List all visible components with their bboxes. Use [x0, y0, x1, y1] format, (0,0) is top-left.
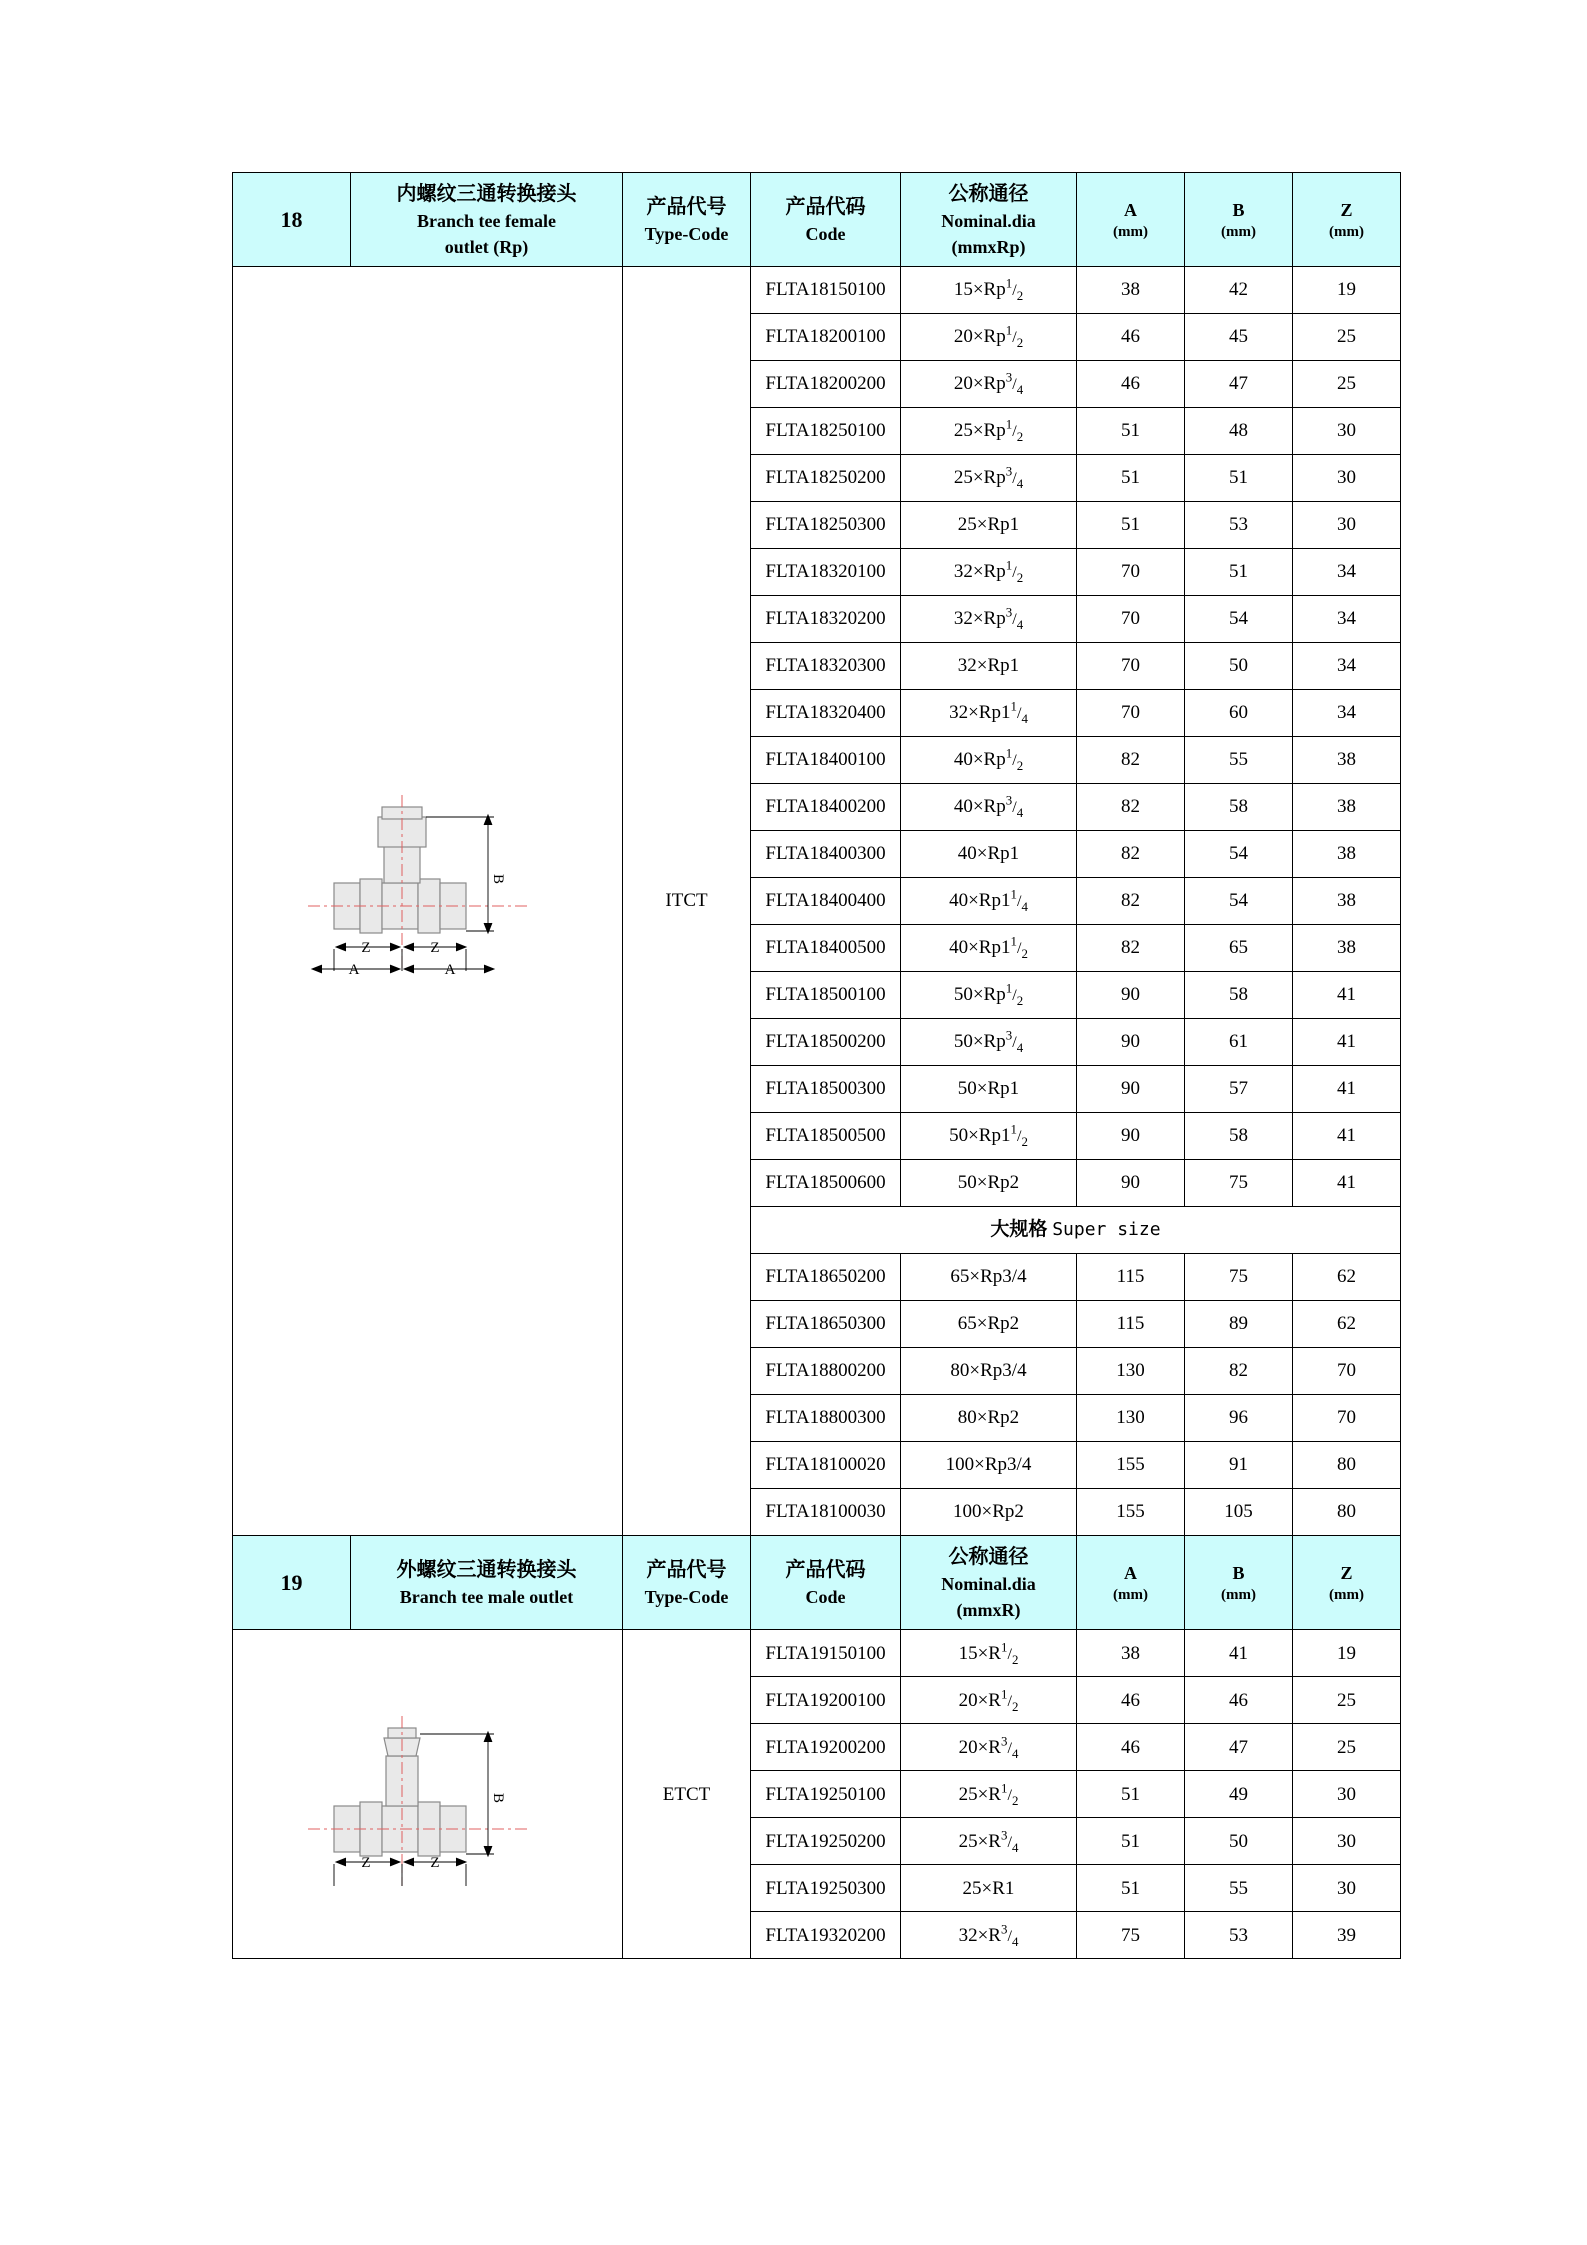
column-z-label: Z	[1340, 1562, 1353, 1583]
value-z: 25	[1293, 314, 1401, 361]
product-code: FLTA18250200	[751, 455, 901, 502]
type-code-header-en: Type-Code	[644, 1587, 729, 1608]
product-code: FLTA18320300	[751, 643, 901, 690]
column-a-unit: (mm)	[1113, 223, 1148, 240]
value-a: 70	[1077, 549, 1185, 596]
value-b: 58	[1185, 1113, 1293, 1160]
section-name	[351, 1536, 623, 1630]
product-code: FLTA18320200	[751, 596, 901, 643]
value-b: 54	[1185, 878, 1293, 925]
value-a: 115	[1077, 1254, 1185, 1301]
type-code-header	[623, 1536, 751, 1630]
value-z: 38	[1293, 737, 1401, 784]
nominal-dia: 50×Rp1	[901, 1066, 1077, 1113]
value-z: 34	[1293, 643, 1401, 690]
value-z: 30	[1293, 408, 1401, 455]
value-b: 50	[1185, 1818, 1293, 1865]
value-z: 34	[1293, 549, 1401, 596]
column-header-a	[1077, 1536, 1185, 1630]
value-z: 39	[1293, 1912, 1401, 1959]
section-name-cn: 外螺纹三通转换接头	[396, 1557, 577, 1582]
nominal-dia: 80×Rp2	[901, 1395, 1077, 1442]
nominal-dia-header-en: Nominal.dia	[941, 211, 1036, 231]
nominal-dia-header-unit: (mmxR)	[956, 1600, 1021, 1621]
product-code: FLTA19250100	[751, 1771, 901, 1818]
value-a: 70	[1077, 596, 1185, 643]
value-b: 51	[1185, 455, 1293, 502]
table-body	[233, 173, 1401, 1959]
nominal-dia: $25\times Rp^3/_4$	[901, 455, 1077, 502]
specification-table	[232, 172, 1401, 1959]
value-b: 55	[1185, 737, 1293, 784]
product-code: FLTA19200100	[751, 1677, 901, 1724]
svg-text:Z: Z	[429, 940, 440, 957]
value-a: 51	[1077, 1818, 1185, 1865]
value-a: 51	[1077, 1865, 1185, 1912]
product-code: FLTA18200100	[751, 314, 901, 361]
value-a: 90	[1077, 1066, 1185, 1113]
value-b: 45	[1185, 314, 1293, 361]
value-b: 61	[1185, 1019, 1293, 1066]
product-code: FLTA18200200	[751, 361, 901, 408]
value-z: 34	[1293, 596, 1401, 643]
value-z: 41	[1293, 1019, 1401, 1066]
nominal-dia: $32\times Rp^1/_2$	[901, 549, 1077, 596]
value-a: 82	[1077, 831, 1185, 878]
value-b: 55	[1185, 1865, 1293, 1912]
nominal-dia: $40\times Rp^1/_2$	[901, 737, 1077, 784]
svg-text:Z: Z	[360, 940, 371, 957]
product-figure	[233, 1630, 623, 1959]
value-b: 82	[1185, 1348, 1293, 1395]
product-code: FLTA19150100	[751, 1630, 901, 1677]
value-z: 34	[1293, 690, 1401, 737]
value-z: 70	[1293, 1348, 1401, 1395]
value-z: 41	[1293, 1066, 1401, 1113]
product-code: FLTA19200200	[751, 1724, 901, 1771]
nominal-dia: 50×Rp2	[901, 1160, 1077, 1207]
value-z: 19	[1293, 267, 1401, 314]
value-a: 38	[1077, 1630, 1185, 1677]
value-b: 75	[1185, 1160, 1293, 1207]
product-code: FLTA18100030	[751, 1489, 901, 1536]
value-b: 41	[1185, 1630, 1293, 1677]
product-code: FLTA18150100	[751, 267, 901, 314]
nominal-dia: 40×Rp1	[901, 831, 1077, 878]
column-header-z	[1293, 1536, 1401, 1630]
type-code-value: ITCT	[623, 267, 751, 1536]
product-code: FLTA18500100	[751, 972, 901, 1019]
nominal-dia: 32×Rp1	[901, 643, 1077, 690]
nominal-dia: $40\times Rp1^1/_2$	[901, 925, 1077, 972]
value-a: 90	[1077, 1160, 1185, 1207]
nominal-dia: $40\times Rp1^1/_4$	[901, 878, 1077, 925]
product-figure	[233, 267, 623, 1536]
value-b: 47	[1185, 361, 1293, 408]
value-z: 38	[1293, 831, 1401, 878]
nominal-dia: $50\times Rp^1/_2$	[901, 972, 1077, 1019]
value-b: 91	[1185, 1442, 1293, 1489]
nominal-dia: $20\times Rp^3/_4$	[901, 361, 1077, 408]
value-a: 115	[1077, 1301, 1185, 1348]
value-z: 38	[1293, 925, 1401, 972]
value-z: 25	[1293, 361, 1401, 408]
column-header-a	[1077, 173, 1185, 267]
svg-text:B: B	[489, 1793, 506, 1804]
type-code-header	[623, 173, 751, 267]
nominal-dia-header-en: Nominal.dia	[941, 1574, 1036, 1595]
product-code: FLTA18500500	[751, 1113, 901, 1160]
value-z: 30	[1293, 1865, 1401, 1912]
nominal-dia: $25\times Rp^1/_2$	[901, 408, 1077, 455]
nominal-dia: 65×Rp3/4	[901, 1254, 1077, 1301]
product-code: FLTA19250300	[751, 1865, 901, 1912]
column-header-b	[1185, 173, 1293, 267]
svg-text:A: A	[348, 962, 359, 979]
value-a: 82	[1077, 784, 1185, 831]
column-z-unit: (mm)	[1329, 1587, 1364, 1604]
nominal-dia: $20\times R^1/_2$	[901, 1677, 1077, 1724]
value-a: 46	[1077, 1677, 1185, 1724]
value-a: 38	[1077, 267, 1185, 314]
product-code: FLTA18250100	[751, 408, 901, 455]
value-b: 65	[1185, 925, 1293, 972]
nominal-dia-header-unit: (mmxRp)	[951, 237, 1026, 258]
type-code-header-en: Type-Code	[644, 224, 729, 245]
value-z: 30	[1293, 455, 1401, 502]
code-header-en: Code	[805, 1587, 846, 1608]
nominal-dia: 25×R1	[901, 1865, 1077, 1912]
section-name-cn: 内螺纹三通转换接头	[396, 181, 577, 205]
column-z-unit: (mm)	[1329, 223, 1364, 240]
product-code: FLTA18400400	[751, 878, 901, 925]
value-z: 62	[1293, 1301, 1401, 1348]
column-b-unit: (mm)	[1221, 1587, 1256, 1604]
product-code: FLTA19250200	[751, 1818, 901, 1865]
product-code: FLTA18650300	[751, 1301, 901, 1348]
product-code: FLTA18400200	[751, 784, 901, 831]
value-a: 90	[1077, 1019, 1185, 1066]
type-code-header-cn: 产品代号	[646, 194, 727, 219]
section-number: 19	[233, 1536, 351, 1630]
nominal-dia: $32\times R^3/_4$	[901, 1912, 1077, 1959]
value-a: 90	[1077, 1113, 1185, 1160]
nominal-dia: $20\times Rp^1/_2$	[901, 314, 1077, 361]
value-z: 62	[1293, 1254, 1401, 1301]
value-z: 30	[1293, 502, 1401, 549]
value-z: 38	[1293, 784, 1401, 831]
nominal-dia: 100×Rp2	[901, 1489, 1077, 1536]
column-a-unit: (mm)	[1113, 1587, 1148, 1604]
nominal-dia: $32\times Rp^3/_4$	[901, 596, 1077, 643]
value-a: 51	[1077, 1771, 1185, 1818]
nominal-dia: $25\times R^1/_2$	[901, 1771, 1077, 1818]
nominal-dia: 80×Rp3/4	[901, 1348, 1077, 1395]
value-z: 25	[1293, 1724, 1401, 1771]
value-b: 96	[1185, 1395, 1293, 1442]
product-code: FLTA18500200	[751, 1019, 901, 1066]
table-row	[233, 1630, 1401, 1677]
svg-text:Z: Z	[360, 1855, 371, 1872]
value-b: 75	[1185, 1254, 1293, 1301]
value-b: 60	[1185, 690, 1293, 737]
nominal-dia-header	[901, 1536, 1077, 1630]
value-b: 51	[1185, 549, 1293, 596]
nominal-dia: $15\times Rp^1/_2$	[901, 267, 1077, 314]
column-a-label: A	[1124, 199, 1137, 220]
value-b: 49	[1185, 1771, 1293, 1818]
value-b: 54	[1185, 831, 1293, 878]
column-b-label: B	[1232, 1562, 1245, 1583]
code-header-en: Code	[805, 224, 846, 245]
value-z: 80	[1293, 1489, 1401, 1536]
value-a: 70	[1077, 690, 1185, 737]
value-a: 51	[1077, 455, 1185, 502]
section-name	[351, 173, 623, 267]
product-code: FLTA18250300	[751, 502, 901, 549]
column-header-b	[1185, 1536, 1293, 1630]
value-b: 58	[1185, 972, 1293, 1019]
column-z-label: Z	[1340, 199, 1353, 220]
value-a: 90	[1077, 972, 1185, 1019]
product-code: FLTA18400500	[751, 925, 901, 972]
value-b: 42	[1185, 267, 1293, 314]
code-header	[751, 1536, 901, 1630]
product-code: FLTA18320400	[751, 690, 901, 737]
nominal-dia: 100×Rp3/4	[901, 1442, 1077, 1489]
value-a: 82	[1077, 737, 1185, 784]
code-header-cn: 产品代码	[785, 1557, 866, 1582]
super-size-label: 大规格 Super size	[751, 1207, 1401, 1254]
type-code-header-cn: 产品代号	[646, 1557, 727, 1582]
value-b: 57	[1185, 1066, 1293, 1113]
product-code: FLTA18800200	[751, 1348, 901, 1395]
section-number: 18	[233, 173, 351, 267]
nominal-dia-header-cn: 公称通径	[948, 1544, 1029, 1569]
column-header-z	[1293, 173, 1401, 267]
value-b: 89	[1185, 1301, 1293, 1348]
value-a: 70	[1077, 643, 1185, 690]
product-code: FLTA18500300	[751, 1066, 901, 1113]
column-b-label: B	[1232, 199, 1245, 220]
table-row	[233, 267, 1401, 314]
value-b: 46	[1185, 1677, 1293, 1724]
value-b: 48	[1185, 408, 1293, 455]
section-header-row	[233, 173, 1401, 267]
value-b: 53	[1185, 502, 1293, 549]
svg-text:Z: Z	[429, 1855, 440, 1872]
product-code: FLTA18320100	[751, 549, 901, 596]
svg-text:A: A	[444, 962, 455, 979]
value-b: 47	[1185, 1724, 1293, 1771]
value-a: 46	[1077, 314, 1185, 361]
value-z: 41	[1293, 972, 1401, 1019]
value-a: 82	[1077, 925, 1185, 972]
nominal-dia-header-cn: 公称通径	[948, 181, 1029, 205]
nominal-dia: $32\times Rp1^1/_4$	[901, 690, 1077, 737]
product-code: FLTA18400300	[751, 831, 901, 878]
value-b: 50	[1185, 643, 1293, 690]
section-name-en-1: Branch tee male outlet	[399, 1587, 574, 1608]
nominal-dia: 25×Rp1	[901, 502, 1077, 549]
value-z: 41	[1293, 1160, 1401, 1207]
product-code: FLTA18100020	[751, 1442, 901, 1489]
nominal-dia: $20\times R^3/_4$	[901, 1724, 1077, 1771]
product-code: FLTA18650200	[751, 1254, 901, 1301]
product-code: FLTA18800300	[751, 1395, 901, 1442]
value-a: 155	[1077, 1442, 1185, 1489]
nominal-dia: $50\times Rp1^1/_2$	[901, 1113, 1077, 1160]
nominal-dia: 65×Rp2	[901, 1301, 1077, 1348]
value-a: 130	[1077, 1395, 1185, 1442]
column-b-unit: (mm)	[1221, 223, 1256, 240]
section-header-row	[233, 1536, 1401, 1630]
svg-text:B: B	[489, 874, 506, 885]
value-b: 53	[1185, 1912, 1293, 1959]
value-z: 41	[1293, 1113, 1401, 1160]
value-z: 80	[1293, 1442, 1401, 1489]
value-a: 51	[1077, 502, 1185, 549]
product-code: FLTA18400100	[751, 737, 901, 784]
value-a: 130	[1077, 1348, 1185, 1395]
nominal-dia: $25\times R^3/_4$	[901, 1818, 1077, 1865]
code-header	[751, 173, 901, 267]
type-code-value: ETCT	[623, 1630, 751, 1959]
column-a-label: A	[1124, 1562, 1137, 1583]
nominal-dia-header	[901, 173, 1077, 267]
code-header-cn: 产品代码	[785, 194, 866, 219]
section-name-en-1: Branch tee female	[417, 211, 556, 231]
value-b: 58	[1185, 784, 1293, 831]
value-z: 25	[1293, 1677, 1401, 1724]
nominal-dia: $50\times Rp^3/_4$	[901, 1019, 1077, 1066]
value-b: 105	[1185, 1489, 1293, 1536]
value-a: 75	[1077, 1912, 1185, 1959]
value-z: 30	[1293, 1818, 1401, 1865]
value-z: 30	[1293, 1771, 1401, 1818]
section-name-en-2: outlet (Rp)	[444, 237, 529, 258]
product-code: FLTA18500600	[751, 1160, 901, 1207]
value-a: 46	[1077, 1724, 1185, 1771]
product-code: FLTA19320200	[751, 1912, 901, 1959]
value-a: 155	[1077, 1489, 1185, 1536]
value-a: 46	[1077, 361, 1185, 408]
value-b: 54	[1185, 596, 1293, 643]
nominal-dia: $15\times R^1/_2$	[901, 1630, 1077, 1677]
nominal-dia: $40\times Rp^3/_4$	[901, 784, 1077, 831]
value-a: 82	[1077, 878, 1185, 925]
value-z: 70	[1293, 1395, 1401, 1442]
value-z: 19	[1293, 1630, 1401, 1677]
value-z: 38	[1293, 878, 1401, 925]
value-a: 51	[1077, 408, 1185, 455]
